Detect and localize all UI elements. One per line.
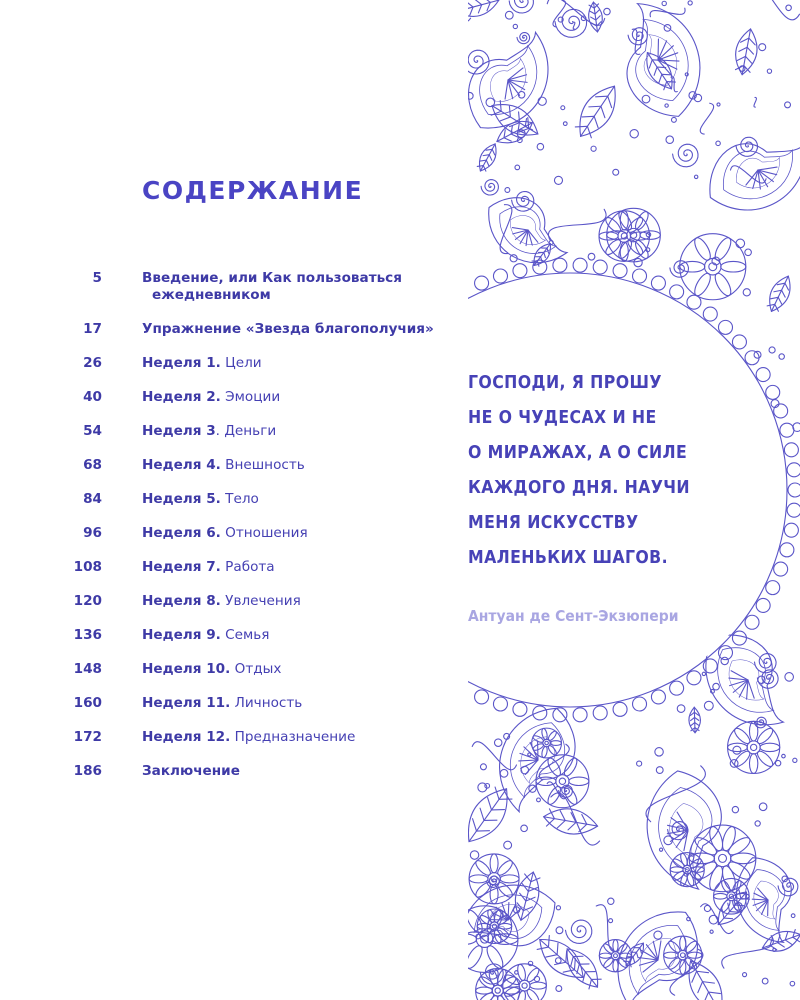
toc-entry-title <box>142 593 452 610</box>
quote-line: ГОСПОДИ, Я ПРОШУ <box>468 373 662 393</box>
toc-page-number: 136 <box>73 627 102 643</box>
toc-entry <box>60 729 460 746</box>
toc-page-number: 17 <box>83 321 102 337</box>
toc-title: СОДЕРЖАНИЕ <box>142 176 364 205</box>
toc-entry-rest: Семья <box>220 627 270 643</box>
toc-entry-rest: Отношения <box>220 525 308 541</box>
toc-entry-rest: Тело <box>220 491 259 507</box>
toc-entry <box>60 695 460 712</box>
toc-entry-title <box>142 763 452 780</box>
toc-entry <box>60 559 460 576</box>
toc-entry <box>60 525 460 542</box>
toc-entry-rest: Работа <box>220 559 275 575</box>
toc-page-number: 40 <box>83 389 102 405</box>
toc-entry-strong: Неделя 8. <box>142 593 221 609</box>
toc-entry-continuation: ежедневником <box>152 287 271 303</box>
toc-entry <box>60 389 460 406</box>
toc-entry-title <box>142 729 452 746</box>
epigraph-quote <box>468 366 691 576</box>
toc-page-number: 120 <box>73 593 102 609</box>
quote-line: МАЛЕНЬКИХ ШАГОВ. <box>468 548 668 568</box>
toc-entry <box>60 627 460 644</box>
toc-entry <box>60 763 460 780</box>
toc-entry-rest: Отдых <box>230 661 282 677</box>
toc-entry-rest: Увлечения <box>220 593 301 609</box>
toc-entry-strong: Неделя 9. <box>142 627 221 643</box>
toc-list <box>60 270 460 797</box>
toc-entry <box>60 491 460 508</box>
toc-page-number: 108 <box>73 559 102 575</box>
toc-entry-title <box>142 695 452 712</box>
toc-entry-strong: Неделя 2. <box>142 389 221 405</box>
toc-entry-strong: Неделя 7. <box>142 559 221 575</box>
toc-entry-rest: Предназначение <box>230 729 356 745</box>
toc-entry-strong: Заключение <box>142 763 240 779</box>
toc-entry <box>60 457 460 474</box>
toc-entry-strong: Упражнение «Звезда благополучия» <box>142 321 434 337</box>
toc-page-number: 96 <box>83 525 102 541</box>
toc-entry-title <box>142 270 452 304</box>
toc-entry <box>60 355 460 372</box>
toc-entry-strong: Неделя 5. <box>142 491 221 507</box>
toc-entry-strong: Неделя 1. <box>142 355 221 371</box>
quote-line: МЕНЯ ИСКУССТВУ <box>468 513 639 533</box>
toc-entry-strong: Введение, или Как пользоваться <box>142 270 402 286</box>
toc-entry-strong: Неделя 11. <box>142 695 231 711</box>
quote-line: КАЖДОГО ДНЯ. НАУЧИ <box>468 478 691 498</box>
toc-entry-strong: Неделя 3 <box>142 423 216 439</box>
toc-entry-rest: Цели <box>220 355 262 371</box>
toc-page-number: 172 <box>73 729 102 745</box>
toc-entry <box>60 270 460 304</box>
toc-entry-title <box>142 355 452 372</box>
toc-page-number: 186 <box>73 763 102 779</box>
toc-entry-title <box>142 627 452 644</box>
toc-entry-rest: . Деньги <box>215 423 277 439</box>
toc-entry-strong: Неделя 12. <box>142 729 231 745</box>
toc-entry-title <box>142 321 452 338</box>
toc-entry-title <box>142 525 452 542</box>
toc-entry-title <box>142 389 452 406</box>
toc-page-number: 84 <box>83 491 102 507</box>
toc-entry-strong: Неделя 4. <box>142 457 221 473</box>
toc-entry-rest: Личность <box>230 695 303 711</box>
toc-entry-title <box>142 423 452 440</box>
toc-entry-strong: Неделя 6. <box>142 525 221 541</box>
toc-entry <box>60 321 460 338</box>
toc-entry <box>60 593 460 610</box>
toc-page-number: 5 <box>92 270 102 286</box>
toc-entry-rest: Эмоции <box>220 389 281 405</box>
toc-entry <box>60 661 460 678</box>
toc-entry-strong: Неделя 10. <box>142 661 231 677</box>
toc-entry-title <box>142 457 452 474</box>
toc-page-number: 68 <box>83 457 102 473</box>
toc-entry-title <box>142 491 452 508</box>
toc-page-number: 26 <box>83 355 102 371</box>
toc-page-number: 54 <box>83 423 102 439</box>
quote-author: Антуан де Сент-Экзюпери <box>468 607 679 625</box>
quote-line: НЕ О ЧУДЕСАХ И НЕ <box>468 408 657 428</box>
toc-entry-title <box>142 661 452 678</box>
toc-entry-rest: Внешность <box>220 457 305 473</box>
quote-line: О МИРАЖАХ, А О СИЛЕ <box>468 443 688 463</box>
toc-page-number: 160 <box>73 695 102 711</box>
toc-entry <box>60 423 460 440</box>
toc-entry-title <box>142 559 452 576</box>
toc-page-number: 148 <box>73 661 102 677</box>
